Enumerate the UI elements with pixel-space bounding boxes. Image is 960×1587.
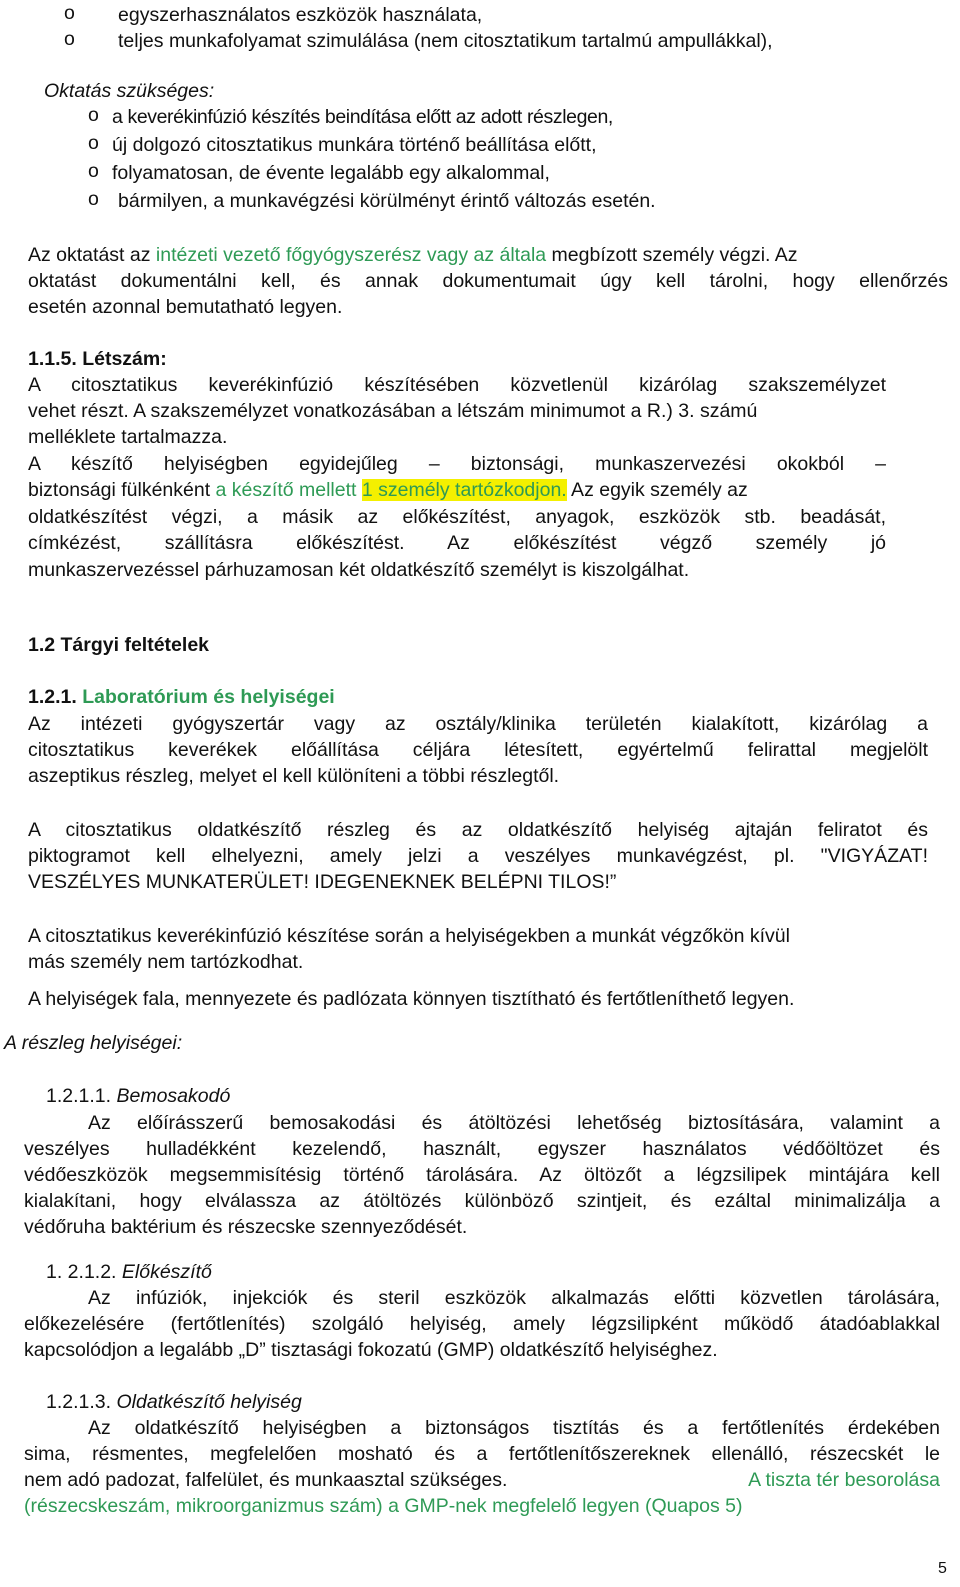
heading-text: Oldatkészítő helyiség [116,1391,302,1413]
paragraph-line: esetén azonnal bemutatható legyen. [28,296,343,318]
paragraph-line: A citosztatikus keverékinfúzió készítése során a helyiségekben a munkát végzőkön kívül [28,925,790,947]
bullet-marker: o [88,188,99,210]
paragraph-line [24,1467,940,1493]
section-heading [28,346,167,372]
bullet-marker: o [88,132,99,154]
paragraph-line: oldatkészítést végzi, a másik az előkészítést, anyagok, eszközök stb. beadását, [28,506,886,528]
list-item: bármilyen, a munkavégzési körülményt érintő változás esetén. [118,190,656,212]
heading-number: 1.2.1.1. [46,1085,117,1107]
paragraph-line: VESZÉLYES MUNKATERÜLET! IDEGENEKNEK BELÉPNI TILOS!” [28,871,617,893]
paragraph-line: Az intézeti gyógyszertár vagy az osztály/klinika területén kialakított, kizárólag a [28,713,928,735]
heading-number: 1.2.1.3. [46,1391,117,1413]
list-item: teljes munkafolyamat szimulálása (nem citosztatikum tartalmú ampullákkal), [118,30,773,52]
paragraph-line: (részecskeszám, mikroorganizmus szám) a GMP-nek megfelelő legyen (Quapos 5) [24,1495,743,1517]
heading-number: 1.2.1. [28,686,77,708]
text-run-green: A tiszta tér besorolása [748,1469,940,1491]
bullet-marker: o [88,160,99,182]
subsection-heading: A részleg helyiségei: [4,1032,183,1054]
subsection-heading [46,1389,302,1415]
paragraph-line: A helyiségek fala, mennyezete és padlózata könnyen tisztítható és fertőtleníthető legyen. [28,988,795,1010]
heading-text: 1.1.5. Létszám: [28,348,167,370]
paragraph-line: kialakítani, hogy elválassza az átöltözés különböző szintjeit, és ezáltal minimalizálja a [24,1190,940,1212]
text-run: Az oktatást az [28,244,156,266]
paragraph-line: oktatást dokumentálni kell, és annak dokumentumait úgy kell tárolni, hogy ellenőrzés [28,270,948,292]
section-heading: 1.2 Tárgyi feltételek [28,634,210,656]
paragraph-line: védőeszközök megsemmisítésig történő tárolására. Az öltözőt a légzsilipek mintájára kell [24,1164,940,1186]
bullet-marker: o [64,28,75,50]
heading-number: 1. 2.1.2. [46,1261,122,1283]
paragraph-line: kapcsolódjon a legalább „D” tisztasági fokozatú (GMP) oldatkészítő helyiséghez. [24,1339,718,1361]
subsection-heading [46,1083,230,1109]
paragraph-line [28,477,748,503]
list-item: új dolgozó citosztatikus munkára történő beállítása előtt, [112,134,597,156]
training-heading: Oktatás szükséges: [44,80,215,102]
paragraph-line: A citosztatikus oldatkészítő részleg és az oldatkészítő helyiség ajtaján feliratot és [28,819,928,841]
paragraph-line: más személy nem tartózkodhat. [28,951,304,973]
paragraph-line: A citosztatikus keverékinfúzió készítésében közvetlenül kizárólag szakszemélyzet [28,374,886,396]
paragraph-line: Az előírásszerű bemosakodási és átöltözési lehetőség biztosítására, valamint a [88,1112,940,1134]
text-run: biztonsági fülkénként [28,479,216,501]
list-item: folyamatosan, de évente legalább egy alkalommal, [112,162,550,184]
text-run-green: intézeti vezető főgyógyszerész vagy az általa [155,244,547,266]
paragraph-line [28,242,798,268]
section-heading [28,684,335,710]
paragraph-line: címkézést, szállításra előkészítést. Az előkészítést végző személy jó [28,532,886,554]
heading-text: Laboratórium és helyiségei [76,686,335,708]
paragraph-line: Az infúziók, injekciók és steril eszközök alkalmazás előtti közvetlen tárolására, [88,1287,940,1309]
paragraph-line: munkaszervezéssel párhuzamosan két oldatkészítő személyt is kiszolgálhat. [28,559,690,581]
paragraph-line: Az oldatkészítő helyiségben a biztonságos tisztítás és a fertőtlenítés érdekében [88,1417,940,1439]
bullet-marker: o [64,2,75,24]
paragraph-line: A készítő helyiségben egyidejűleg – biztonsági, munkaszervezési okokból – [28,453,886,475]
text-run: Az egyik személy az [566,479,748,501]
list-item: a keverékinfúzió készítés beindítása előtt az adott részlegen, [112,106,613,128]
paragraph-line: védőruha baktérium és részecske szennyeződését. [24,1216,468,1238]
bullet-marker: o [88,104,99,126]
text-run: nem adó padozat, falfelület, és munkaasztal szükséges. [24,1469,508,1491]
page-number: 5 [938,1560,947,1577]
paragraph-line: sima, résmentes, megfelelően mosható és a fertőtlenítőszereknek ellenálló, részecskét le [24,1443,940,1465]
subsection-heading [46,1259,212,1285]
text-run-green: a készítő mellett [215,479,362,501]
paragraph-line: citosztatikus keverékek előállítása céljára létesített, egyértelmű felirattal megjelölt [28,739,928,761]
paragraph-line: aszeptikus részleg, melyet el kell különíteni a többi részlegtől. [28,765,560,787]
list-item: egyszerhasználatos eszközök használata, [118,4,483,26]
paragraph-line: melléklete tartalmazza. [28,426,228,448]
paragraph-line: veszélyes hulladékként kezelendő, használt, egyszer használatos védőöltözet és [24,1138,940,1160]
text-run-highlighted: 1 személy tartózkodjon. [361,479,567,501]
heading-text: Előkészítő [121,1261,212,1283]
paragraph-line: vehet részt. A szakszemélyzet vonatkozásában a létszám minimumot a R.) 3. számú [28,400,758,422]
heading-text: Bemosakodó [116,1085,231,1107]
paragraph-line: előkezelésére (fertőtlenítés) szolgáló helyiség, amely légzsilipként működő átadóablakkal [24,1313,940,1335]
paragraph-line: piktogramot kell elhelyezni, amely jelzi a veszélyes munkavégzést, pl. "VIGYÁZAT! [28,845,928,867]
text-run: megbízott személy végzi. Az [546,244,798,266]
